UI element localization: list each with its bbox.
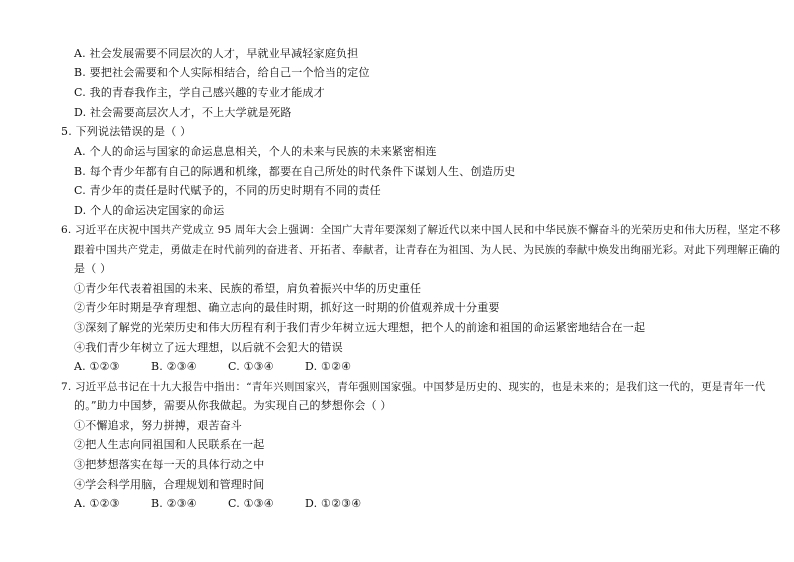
q7-option-d: D. ①②③④	[305, 497, 362, 510]
q7-options-row	[74, 497, 361, 511]
q6-item-1: ①青少年代表着祖国的未来、民族的希望，肩负着振兴中华的历史重任	[74, 282, 422, 295]
q5-stem: 5. 下列说法错误的是（ ）	[61, 125, 192, 138]
q6-option-c: C. ①③④	[228, 360, 274, 373]
q7-item-3: ③把梦想落实在每一天的具体行动之中	[74, 458, 265, 471]
q6-item-3: ③深刻了解党的光荣历史和伟大历程有利于我们青少年树立远大理想，把个人的前途和祖国的命运紧密地结合在一起	[74, 321, 646, 334]
q6-item-2: ②青少年时期是孕育理想、确立志向的最佳时期，抓好这一时期的价值观养成十分重要	[74, 301, 500, 314]
q6-stem-line-3: 是（ ）	[74, 262, 112, 275]
q4-option-c: C. 我的青春我作主，学自己感兴趣的专业才能成才	[74, 86, 325, 99]
q6-option-b: B. ②③④	[151, 360, 197, 373]
q6-stem-line-2: 跟着中国共产党走，勇做走在时代前列的奋进者、开拓者、奉献者，让青春在为祖国、为人民、为民族的奉献中焕发出绚丽光彩。对此下列理解正确的	[74, 244, 781, 256]
q5-option-b: B. 每个青少年都有自己的际遇和机缘，都要在自己所处的时代条件下谋划人生、创造历史	[74, 165, 516, 178]
q4-option-d: D. 社会需要高层次人才，不上大学就是死路	[74, 106, 292, 119]
q6-option-a: A. ①②③	[74, 360, 120, 373]
q7-stem-line-1: 7. 习近平总书记在十九大报告中指出：“青年兴则国家兴，青年强则国家强。中国梦是历史的、现实的，也是未来的；是我们这一代的，更是青年一代	[61, 381, 766, 393]
q4-option-a: A. 社会发展需要不同层次的人才，早就业早减轻家庭负担	[74, 47, 359, 60]
q7-item-4: ④学会科学用脑，合理规划和管理时间	[74, 478, 265, 491]
q7-option-c: C. ①③④	[228, 497, 274, 510]
q7-option-b: B. ②③④	[151, 497, 197, 510]
q7-stem-line-2: 的。”助力中国梦，需要从你我做起。为实现自己的梦想你会（ ）	[74, 399, 392, 412]
q6-options-row	[74, 360, 351, 374]
q5-option-d: D. 个人的命运决定国家的命运	[74, 204, 225, 217]
q5-option-c: C. 青少年的责任是时代赋予的，不同的历史时期有不同的责任	[74, 184, 381, 197]
q7-item-1: ①不懈追求，努力拼搏，艰苦奋斗	[74, 419, 242, 432]
q4-option-b: B. 要把社会需要和个人实际相结合，给自己一个恰当的定位	[74, 66, 370, 79]
q6-stem-line-1: 6. 习近平在庆祝中国共产党成立 95 周年大会上强调：全国广大青年要深刻了解近代以来中国人民和中华民族不懈奋斗的光荣历史和伟大历程，坚定不移	[61, 224, 781, 236]
q7-option-a: A. ①②③	[74, 497, 120, 510]
q6-item-4: ④我们青少年树立了远大理想，以后就不会犯大的错误	[74, 341, 343, 354]
q5-option-a: A. 个人的命运与国家的命运息息相关，个人的未来与民族的未来紧密相连	[74, 145, 437, 158]
q6-option-d: D. ①②④	[305, 360, 352, 373]
q7-item-2: ②把人生志向同祖国和人民联系在一起	[74, 438, 265, 451]
